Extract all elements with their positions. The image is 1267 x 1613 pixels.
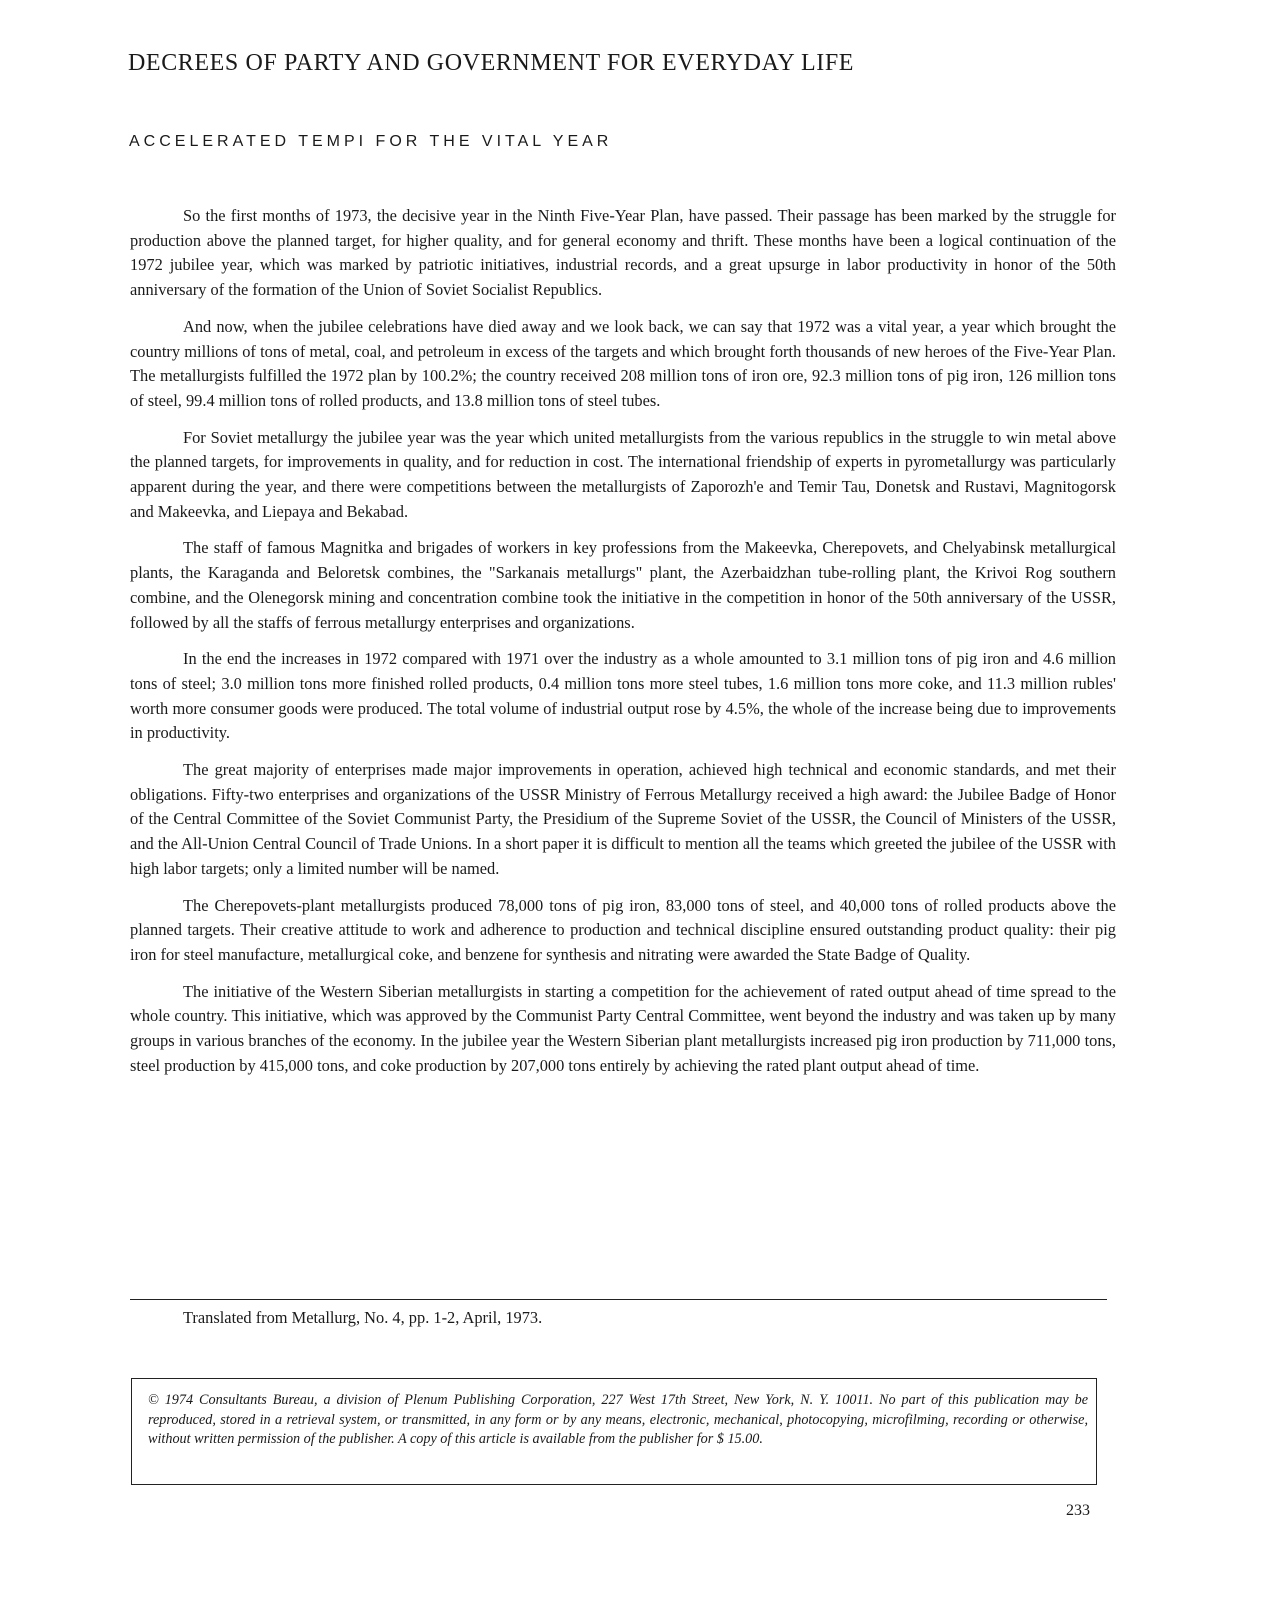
paragraph: The great majority of enterprises made major improvements in operation, achieved high technical and economic standards, and met their obligations. Fifty-two enterprises and organizations of the USSR Ministry of Ferrous Metallurgy received a high award: the Jubilee Badge of Honor of the Central Committee of the Soviet Communist Party, the Presidium of the Supreme Soviet of the USSR, the Council of Ministers of the USSR, and the All-Union Central Council of Trade Unions. In a short paper it is difficult to mention all the teams which greeted the jubilee of the USSR with high labor targets; only a limited number will be named.: [130, 760, 1116, 878]
footnote-divider: [130, 1299, 1107, 1300]
article-body: [130, 204, 1116, 1091]
translation-source-note: Translated from Metallurg, No. 4, pp. 1-2, April, 1973.: [183, 1308, 543, 1327]
paragraph: The initiative of the Western Siberian metallurgists in starting a competition for the achievement of rated output ahead of time spread to the whole country. This initiative, which was approved by the Communist Party Central Committee, went beyond the industry and was taken up by many groups in various branches of the economy. In the jubilee year the Western Siberian plant metallurgists increased pig iron production by 711,000 tons, steel production by 415,000 tons, and coke production by 207,000 tons entirely by achieving the rated plant output ahead of time.: [130, 981, 1116, 1075]
page-number: 233: [1066, 1502, 1090, 1519]
paragraph: In the end the increases in 1972 compared with 1971 over the industry as a whole amounted to 3.1 million tons of pig iron and 4.6 million tons of steel; 3.0 million tons more finished rolled products, 0.4 million tons more steel tubes, 1.6 million tons more coke, and 11.3 million rubles' worth more consumer goods were produced. The total volume of industrial output rose by 4.5%, the whole of the increase being due to improvements in productivity.: [130, 649, 1116, 743]
article-title: ACCELERATED TEMPI FOR THE VITAL YEAR: [129, 133, 613, 150]
paragraph: The Cherepovets-plant metallurgists produced 78,000 tons of pig iron, 83,000 tons of steel, and 40,000 tons of rolled products above the planned targets. Their creative attitude to work and adherence to production and technical discipline ensured outstanding product quality: their pig iron for steel manufacture, metallurgical coke, and benzene for synthesis and nitrating were awarded the State Badge of Quality.: [130, 895, 1116, 964]
section-title: DECREES OF PARTY AND GOVERNMENT FOR EVERYDAY LIFE: [128, 50, 855, 76]
paragraph: The staff of famous Magnitka and brigades of workers in key professions from the Makeevka, Cherepovets, and Chelyabinsk metallurgical plants, the Karaganda and Beloretsk combines, the "Sarkanais metallurgs" plant, the Azerbaidzhan tube-rolling plant, the Krivoi Rog southern combine, and the Olenegorsk mining and concentration combine took the initiative in the competition in honor of the 50th anniversary of the USSR, followed by all the staffs of ferrous metallurgy enterprises and organizations.: [130, 538, 1116, 632]
paragraph: For Soviet metallurgy the jubilee year was the year which united metallurgists from the various republics in the struggle to win metal above the planned targets, for improvements in quality, and for reduction in cost. The international friendship of experts in pyrometallurgy was particularly apparent during the year, and there were competitions between the metallurgists of Zaporozh'e and Temir Tau, Donetsk and Rustavi, Magnitogorsk and Makeevka, and Liepaya and Bekabad.: [130, 427, 1116, 521]
copyright-notice: © 1974 Consultants Bureau, a division of Plenum Publishing Corporation, 227 West 17th Street, New York, N. Y. 10011. No part of this publication may be reproduced, stored in a retrieval system, or transmitted, in any form or by any means, electronic, mechanical, photocopying, microfilming, recording or otherwise, without written permission of the publisher. A copy of this article is available from the publisher for $ 15.00.: [148, 1392, 1088, 1447]
paragraph: So the first months of 1973, the decisive year in the Ninth Five-Year Plan, have passed. Their passage has been marked by the struggle for production above the planned target, for higher quality, and for general economy and thrift. These months have been a logical continuation of the 1972 jubilee year, which was marked by patriotic initiatives, industrial records, and a great upsurge in labor productivity in honor of the 50th anniversary of the formation of the Union of Soviet Socialist Republics.: [130, 206, 1116, 300]
paragraph: And now, when the jubilee celebrations have died away and we look back, we can say that 1972 was a vital year, a year which brought the country millions of tons of metal, coal, and petroleum in excess of the targets and which brought forth thousands of new heroes of the Five-Year Plan. The metallurgists fulfilled the 1972 plan by 100.2%; the country received 208 million tons of iron ore, 92.3 million tons of pig iron, 126 million tons of steel, 99.4 million tons of rolled products, and 13.8 million tons of steel tubes.: [130, 316, 1116, 410]
